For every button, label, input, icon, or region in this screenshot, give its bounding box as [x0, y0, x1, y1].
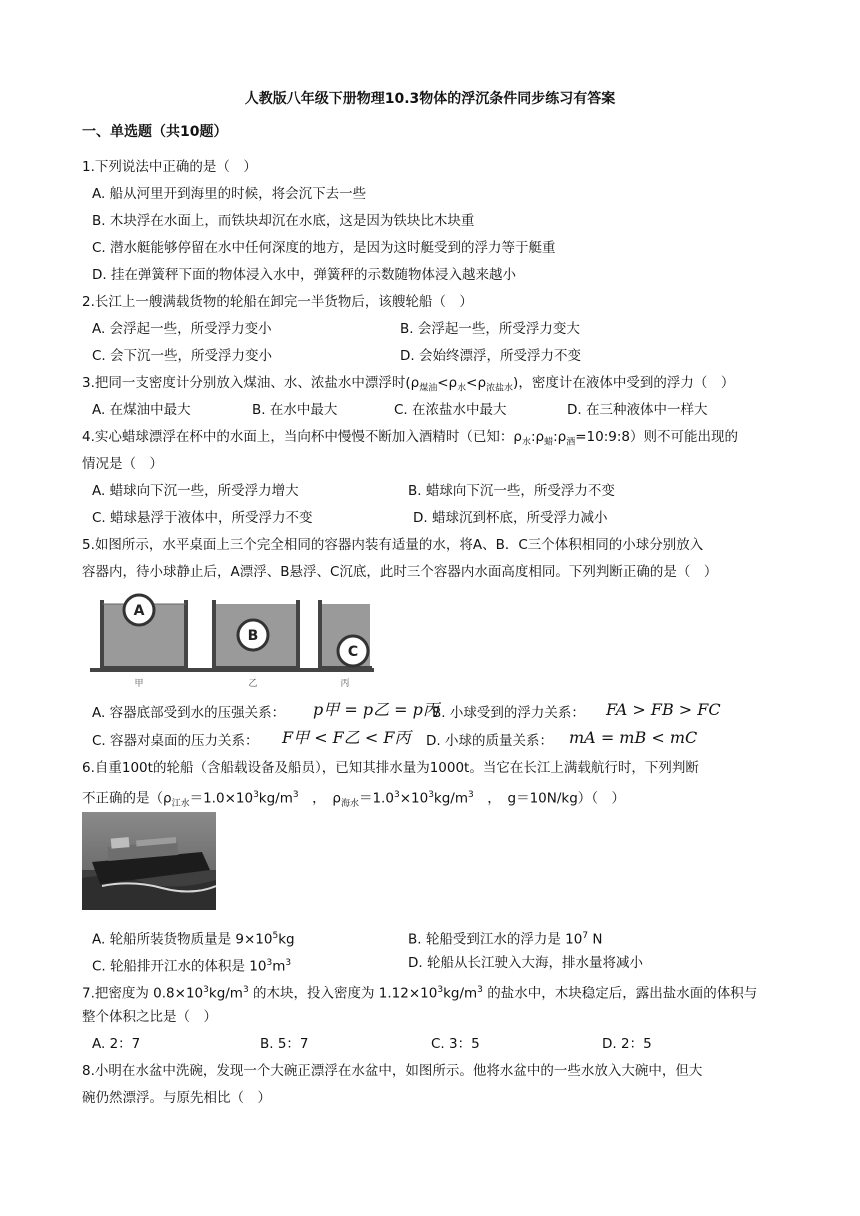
- q5-option-d-formula: mA = mB < mC: [569, 728, 698, 747]
- q5-option-d: D. 小球的质量关系：: [426, 733, 553, 749]
- page-title: 人教版八年级下册物理10.3物体的浮沉条件同步练习有答案: [244, 91, 616, 107]
- q3-stem: 3.把同一支密度计分别放入煤油、水、浓盐水中漂浮时$(\rho_{煤油}<\rho_水<\rho_{浓盐水})$，密度计在液体中受到的浮力（ ）: [82, 375, 735, 394]
- q6-option-c: C. 轮船排开江水的体积是 $10^3m^3$: [92, 958, 292, 975]
- q4-option-a: A. 蜡球向下沉一些，所受浮力增大: [92, 483, 299, 499]
- caption-yi: 乙: [248, 679, 258, 688]
- q5-option-c: C. 容器对桌面的压力关系：: [92, 733, 259, 749]
- q6-option-a: A. 轮船所装货物质量是 $9\times 10^5kg$: [92, 931, 295, 948]
- q4-option-b: B. 蜡球向下沉一些，所受浮力不变: [408, 483, 615, 499]
- q6-option-d: D. 轮船从长江驶入大海，排水量将减小: [408, 955, 643, 971]
- q8-stem-cont: 碗仍然漂浮。与原先相比（ ）: [82, 1090, 271, 1106]
- q1-option-d: D. 挂在弹簧秤下面的物体浸入水中，弹簧秤的示数随物体浸入越来越小: [92, 267, 516, 283]
- caption-bing: 丙: [340, 679, 350, 688]
- q6-stem-cont: 不正确的是（$\rho_{江水}=1.0\times 10^3kg/m^3$ ， $\rho_{海水}=1.0^3\times 10^3kg/m^3$ ， g＝10N/kg）（ ）: [82, 790, 626, 810]
- section-heading: 一、单选题（共10题）: [82, 124, 228, 140]
- caption-jia: 甲: [134, 679, 144, 688]
- q5-option-b: B. 小球受到的浮力关系：: [432, 705, 585, 721]
- q4-stem: 4.实心蜡球漂浮在杯中的水面上，当向杯中慢慢不断加入酒精时（已知：$\rho_水:\rho_蜡:\rho_酒=10:9:8$）则不可能出现的: [82, 429, 739, 448]
- q8-stem: 8.小明在水盆中洗碗，发现一个大碗正漂浮在水盆中，如图所示。他将水盆中的一些水放入大碗中，但大: [82, 1063, 703, 1079]
- containers-figure: [82, 592, 382, 688]
- q5-option-b-formula: FA > FB > FC: [606, 700, 721, 719]
- ship-photo: [82, 812, 216, 910]
- q5-stem: 5.如图所示，水平桌面上三个完全相同的容器内装有适量的水，将A、B．C三个体积相同的小球分别放入: [82, 537, 704, 553]
- svg-text:B: B: [247, 628, 259, 644]
- q2-option-d: D. 会始终漂浮，所受浮力不变: [400, 348, 581, 364]
- q3-option-d: D. 在三种液体中一样大: [567, 402, 708, 418]
- q2-option-c: C. 会下沉一些，所受浮力变小: [92, 348, 273, 364]
- q5-option-a-formula: p甲 = p乙 = p丙: [313, 700, 439, 719]
- q1-stem: 1.下列说法中正确的是（ ）: [82, 159, 257, 175]
- q4-stem-cont: 情况是（ ）: [82, 456, 163, 472]
- q6-option-b: B. 轮船受到江水的浮力是 $10^7$ N: [408, 931, 603, 948]
- q1-option-b: B. 木块浮在水面上，而铁块却沉在水底，这是因为铁块比木块重: [92, 213, 475, 229]
- q7-stem: 7.把密度为 $0.8\times 10^3kg/m^3$ 的木块，投入密度为 $1.12\times 10^3kg/m^3$ 的盐水中，木块稳定后，露出盐水面的体积与: [82, 985, 758, 1002]
- svg-text:A: A: [133, 603, 145, 619]
- q2-option-a: A. 会浮起一些，所受浮力变小: [92, 321, 272, 337]
- q1-option-a: A. 船从河里开到海里的时候，将会沉下去一些: [92, 186, 367, 202]
- q7-option-d: D. 2：5: [602, 1036, 652, 1052]
- q7-option-a: A. 2：7: [92, 1036, 141, 1052]
- q4-option-d: D. 蜡球沉到杯底，所受浮力减小: [413, 510, 608, 526]
- q3-option-a: A. 在煤油中最大: [92, 402, 191, 418]
- svg-text:C: C: [347, 644, 359, 660]
- q3-option-c: C. 在浓盐水中最大: [394, 402, 507, 418]
- q5-option-a: A. 容器底部受到水的压强关系：: [92, 705, 286, 721]
- q7-option-b: B. 5：7: [260, 1036, 309, 1052]
- q5-option-c-formula: F甲 < F乙 < F丙: [282, 728, 411, 747]
- q1-option-c: C. 潜水艇能够停留在水中任何深度的地方，是因为这时艇受到的浮力等于艇重: [92, 240, 556, 256]
- q3-option-b: B. 在水中最大: [252, 402, 338, 418]
- q6-stem: 6.自重100t的轮船（含船载设备及船员），已知其排水量为1000t。当它在长江上满载航行时，下列判断: [82, 760, 699, 776]
- q2-stem: 2.长江上一艘满载货物的轮船在卸完一半货物后，该艘轮船（ ）: [82, 294, 473, 310]
- q7-option-c: C. 3：5: [431, 1036, 480, 1052]
- q2-option-b: B. 会浮起一些，所受浮力变大: [400, 321, 580, 337]
- q4-option-c: C. 蜡球悬浮于液体中，所受浮力不变: [92, 510, 313, 526]
- q5-stem-cont: 容器内，待小球静止后，A漂浮、B悬浮、C沉底，此时三个容器内水面高度相同。下列判断正确的是（ ）: [82, 564, 718, 580]
- q7-stem-cont: 整个体积之比是（ ）: [82, 1009, 217, 1025]
